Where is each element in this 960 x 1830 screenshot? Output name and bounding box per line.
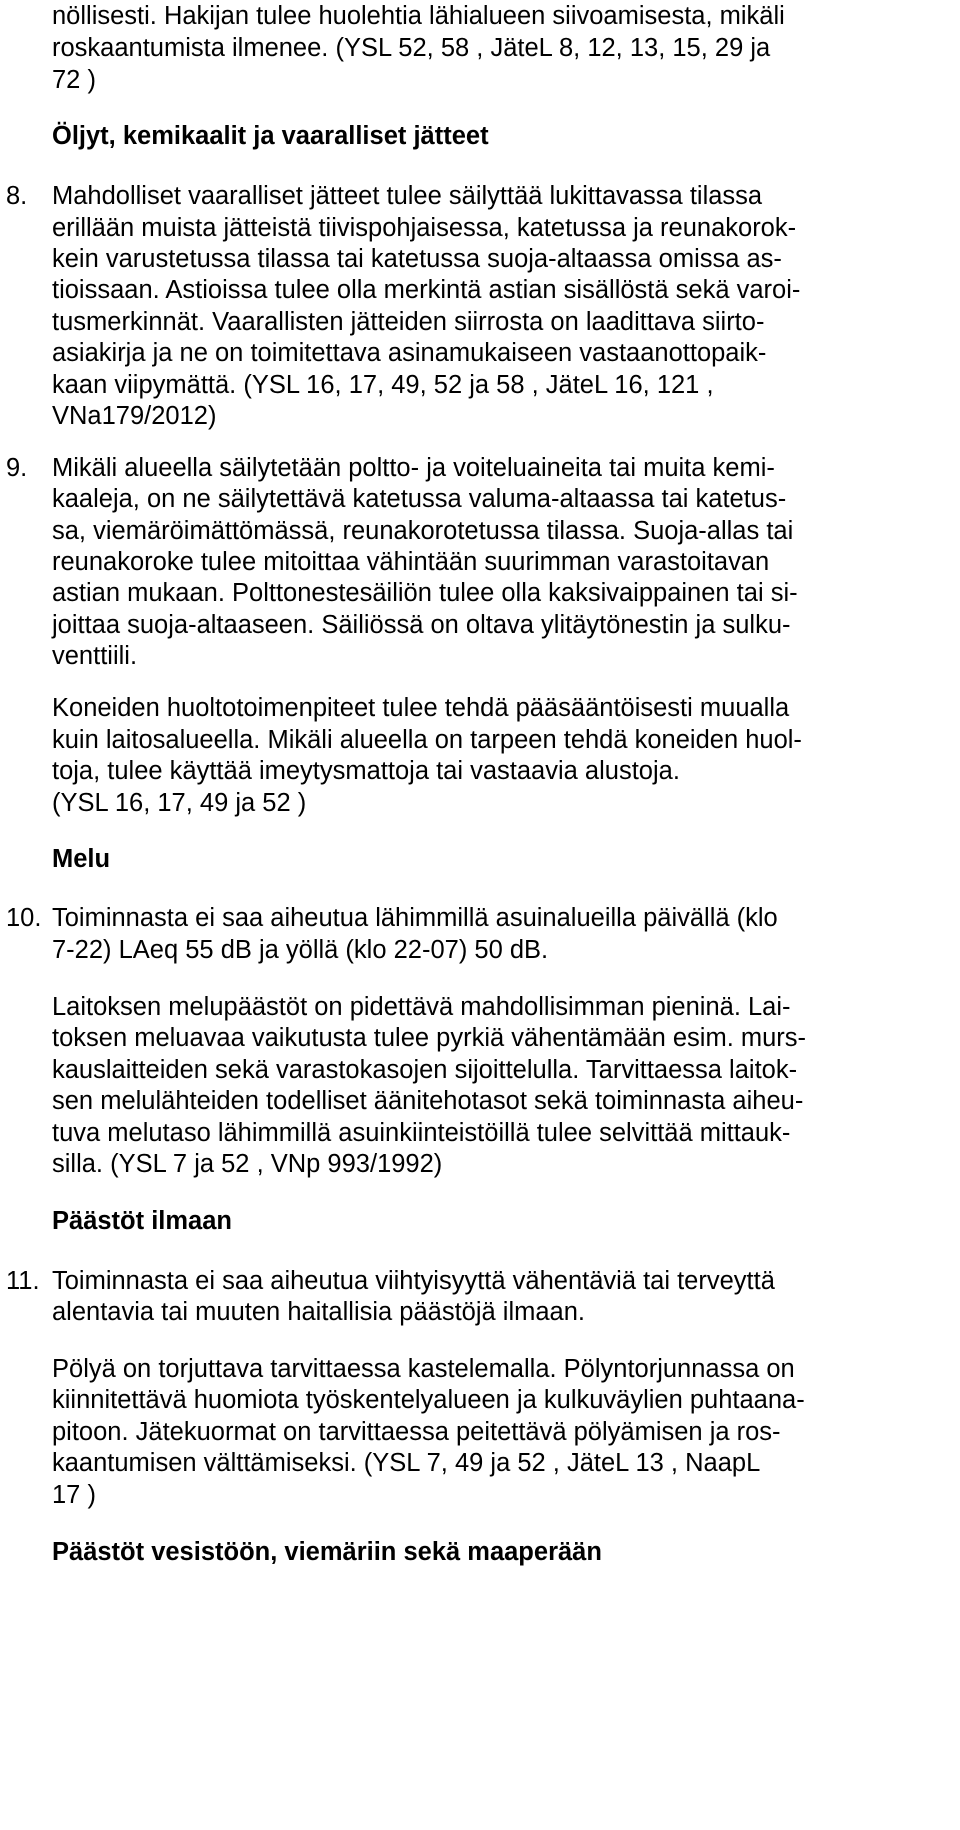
body-text-line: 72 ) [52,66,96,94]
body-text-line: sa, viemäröimättömässä, reunakorotetussa tilassa. Suoja-allas tai [52,517,794,545]
item-number: 9. [6,454,28,482]
body-text-line: tusmerkinnät. Vaarallisten jätteiden siirrosta on laadittava siirto- [52,308,765,336]
section-heading-oils: Öljyt, kemikaalit ja vaaralliset jätteet [52,122,489,150]
body-text-line: kein varustetussa tilassa tai katetussa suoja-altaassa omissa as- [52,245,782,273]
body-text-line: kaantumisen välttämiseksi. (YSL 7, 49 ja 52 , JäteL 13 , NaapL [52,1449,761,1477]
item-number: 10. [6,904,42,932]
body-text-line: astian mukaan. Polttonestesäiliön tulee olla kaksivaippainen tai si- [52,579,798,607]
body-text-line: tioissaan. Astioissa tulee olla merkintä astian sisällöstä sekä varoi- [52,276,801,304]
body-text-line: nöllisesti. Hakijan tulee huolehtia lähialueen siivoamisesta, mikäli [52,2,785,30]
body-text-line: pitoon. Jätekuormat on tarvittaessa peitettävä pölyämisen ja ros- [52,1418,781,1446]
section-heading-noise: Melu [52,845,111,873]
body-text-line: venttiili. [52,642,138,670]
body-text-line: Toiminnasta ei saa aiheutua lähimmillä asuinalueilla päivällä (klo [52,904,778,932]
body-text-line: 17 ) [52,1481,96,1509]
item-number: 11. [6,1267,40,1295]
body-text-line: Koneiden huoltotoimenpiteet tulee tehdä pääsääntöisesti muualla [52,694,790,722]
body-text-line: Pölyä on torjuttava tarvittaessa kastelemalla. Pölyntorjunnassa on [52,1355,795,1383]
body-text-line: kaaleja, on ne säilytettävä katetussa valuma-altaassa tai katetus- [52,485,787,513]
body-text-line: roskaantumista ilmenee. (YSL 52, 58 , JäteL 8, 12, 13, 15, 29 ja [52,34,771,62]
body-text-line: asiakirja ja ne on toimitettava asinamukaiseen vastaanottopaik- [52,339,767,367]
body-text-line: kiinnitettävä huomiota työskentelyalueen ja kulkuväylien puhtaana- [52,1386,805,1414]
body-text-line: toksen meluavaa vaikutusta tulee pyrkiä vähentämään esim. murs- [52,1024,807,1052]
section-heading-air: Päästöt ilmaan [52,1207,232,1235]
body-text-line: kaan viipymättä. (YSL 16, 17, 49, 52 ja 58 , JäteL 16, 121 , [52,371,714,399]
body-text-line: erillään muista jätteistä tiivispohjaisessa, katetussa ja reunakorok- [52,214,797,242]
body-text-line: VNa179/2012) [52,402,217,430]
body-text-line: 7-22) LAeq 55 dB ja yöllä (klo 22-07) 50 dB. [52,936,549,964]
body-text-line: Mahdolliset vaaralliset jätteet tulee säilyttää lukittavassa tilassa [52,182,763,210]
item-number: 8. [6,182,28,210]
body-text-line: (YSL 16, 17, 49 ja 52 ) [52,789,307,817]
body-text-line: Toiminnasta ei saa aiheutua viihtyisyyttä vähentäviä tai terveyttä [52,1267,775,1295]
body-text-line: Laitoksen melupäästöt on pidettävä mahdollisimman pieninä. Lai- [52,993,791,1021]
body-text-line: sen melulähteiden todelliset äänitehotasot sekä toiminnasta aiheu- [52,1087,804,1115]
body-text-line: toja, tulee käyttää imeytysmattoja tai vastaavia alustoja. [52,757,680,785]
body-text-line: kuin laitosalueella. Mikäli alueella on tarpeen tehdä koneiden huol- [52,726,802,754]
body-text-line: reunakoroke tulee mitoittaa vähintään suurimman varastoitavan [52,548,770,576]
section-heading-water: Päästöt vesistöön, viemäriin sekä maaperään [52,1538,602,1566]
body-text-line: joittaa suoja-altaaseen. Säiliössä on oltava ylitäytönestin ja sulku- [52,611,791,639]
body-text-line: tuva melutaso lähimmillä asuinkiinteistöillä tulee selvittää mittauk- [52,1119,791,1147]
body-text-line: alentavia tai muuten haitallisia päästöjä ilmaan. [52,1298,585,1326]
body-text-line: Mikäli alueella säilytetään poltto- ja voiteluaineita tai muita kemi- [52,454,775,482]
body-text-line: kauslaitteiden sekä varastokasojen sijoittelulla. Tarvittaessa laitok- [52,1056,798,1084]
body-text-line: silla. (YSL 7 ja 52 , VNp 993/1992) [52,1150,443,1178]
